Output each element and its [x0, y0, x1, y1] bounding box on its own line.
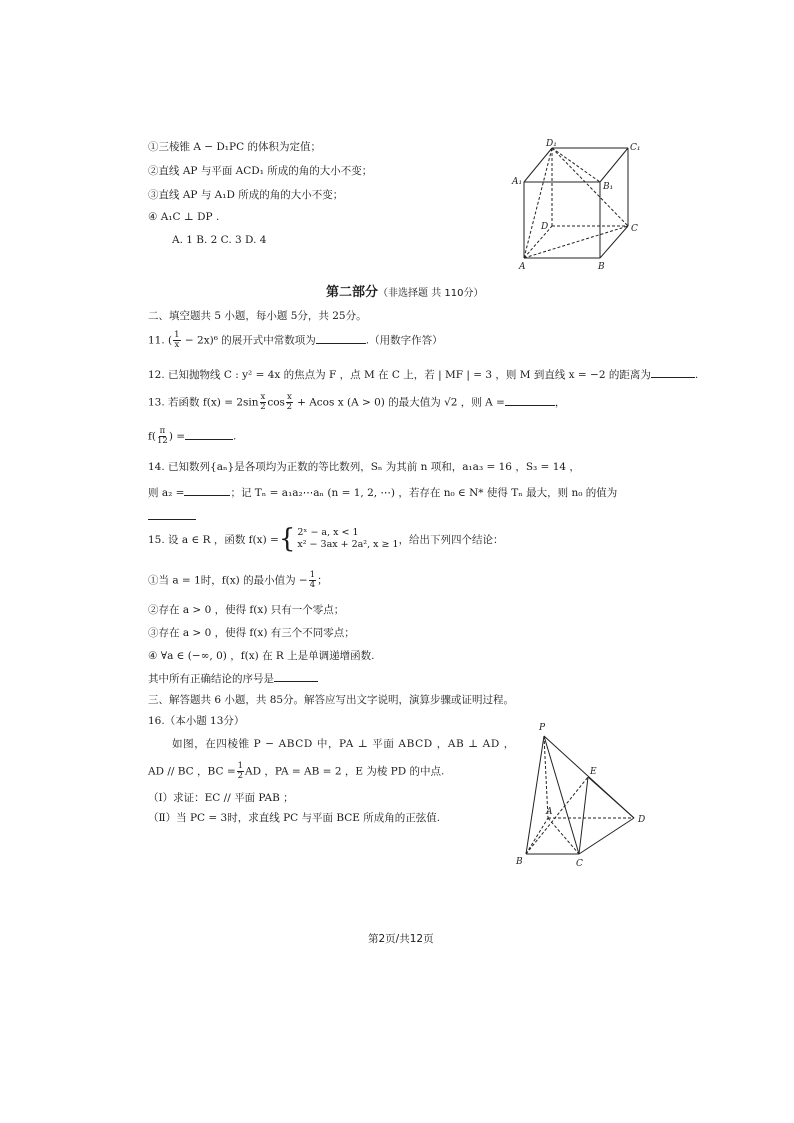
q13b-pre: f( [148, 430, 156, 443]
q13b-end: . [233, 430, 237, 443]
question-11 [148, 331, 443, 350]
q11-end: .（用数字作答） [365, 334, 443, 347]
q16-line-2 [148, 762, 444, 781]
q13-mid2: + Acos x (A > 0) 的最大值为 √2 ，则 A = [293, 396, 505, 409]
cube-label-a1: A₁ [512, 177, 523, 187]
q15-post: ，给出下列四个结论： [398, 533, 504, 546]
q16-part-1: （Ⅰ）求证：EC // 平面 PAB ； [148, 792, 294, 804]
q15-c1-den: 4 [309, 580, 316, 590]
q16-frac [237, 762, 244, 781]
q13-pre: 13. 若函数 f(x) = 2sin [148, 396, 259, 409]
q15-piecewise [279, 526, 399, 552]
answer-heading: 三、解答题共 6 小题，共 85分。解答应写出文字说明，演算步骤或证明过程。 [148, 694, 515, 706]
q15-conclusion-4: ④ ∀a ∈ (−∞, 0) ，f(x) 在 R 上是单调递增函数. [148, 650, 375, 662]
q15-conclusion-2: ②存在 a > 0 ，使得 f(x) 只有一个零点； [148, 604, 345, 616]
part-title-main: 第二部分 [326, 285, 379, 300]
q12-blank [651, 366, 695, 378]
q11-post: − 2x)⁶ 的展开式中常数项为 [181, 334, 316, 347]
q13b-num: π [159, 426, 166, 436]
statement-1: ①三棱锥 A − D₁PC 的体积为定值； [148, 141, 321, 153]
q13b-post: ) = [168, 430, 186, 443]
q11-pre: 11. ( [148, 334, 173, 347]
cube-label-c: C [631, 224, 638, 234]
q15-conclusion-3: ③存在 a > 0 ，使得 f(x) 有三个不同零点； [148, 627, 355, 639]
question-14-line-2 [148, 484, 617, 500]
question-15 [148, 526, 504, 552]
q13-blank-1 [505, 394, 555, 406]
q13-mid1: cos [267, 396, 285, 409]
q13b-den: 12 [156, 436, 168, 446]
q15-ask [148, 670, 318, 686]
part-title [326, 281, 483, 300]
q15-blank [274, 670, 318, 682]
statement-3: ③直线 AP 与 A₁D 所成的角的大小不变； [148, 189, 344, 201]
q15-case-1: 2ˣ − a, x < 1 [297, 527, 359, 538]
cube-label-d: D [541, 222, 549, 232]
q13b-frac [157, 427, 168, 446]
part-title-sub: （非选择题 共 110分） [378, 288, 484, 299]
statement-2: ②直线 AP 与平面 ACD₁ 所成的角的大小不变； [148, 165, 373, 177]
question-13 [148, 393, 565, 412]
pyramid-figure [508, 716, 658, 872]
q15-pre: 15. 设 a ∈ R ，函数 f(x) = [148, 533, 279, 546]
q11-frac [173, 331, 180, 350]
q15-c1-pre: ①当 a = 1时，f(x) 的最小值为 − [148, 574, 308, 587]
cube-label-b: B [598, 262, 605, 272]
q15-cases [297, 527, 398, 551]
cube-label-d1: D₁ [546, 139, 557, 149]
cube-label-a: A [519, 262, 526, 272]
q13-f2-num: x [286, 392, 292, 402]
q16-l2-post: AD ，PA = AB = 2 ，E 为棱 PD 的中点. [245, 765, 445, 778]
q11-frac-num: 1 [174, 330, 180, 340]
q14-l2-pre: 则 a₂ = [148, 487, 185, 499]
pyramid-label-c: C [576, 859, 583, 869]
q16-line-1: 如图，在四棱锥 P − ABCD 中，PA ⊥ 平面 ABCD ，AB ⊥ AD ， [172, 738, 515, 750]
pyramid-label-b: B [516, 857, 523, 867]
q12-end: . [694, 369, 699, 381]
cube-label-b1: B₁ [603, 182, 614, 192]
q14-blank-1 [184, 484, 230, 496]
q14-l2-post: ；记 Tₙ = a₁a₂⋯aₙ (n = 1, 2, ⋯) ，若存在 n₀ ∈ N* 使得 Tₙ 最大，则 n₀ 的值为 [230, 487, 618, 499]
q13-f2-den: 2 [286, 402, 293, 412]
q11-frac-den: x [174, 340, 180, 350]
q15-brace: { [278, 524, 296, 554]
q15-c1-frac [309, 571, 316, 590]
cube-figure [510, 136, 650, 276]
q15-c1-num: 1 [309, 570, 316, 580]
pyramid-label-d: D [638, 815, 646, 825]
q15-conclusion-1 [148, 571, 328, 590]
question-14-line-1: 14. 已知数列{aₙ}是各项均为正数的等比数列，Sₙ 为其前 n 项和，a₁a₃ = 16 ，S₃ = 14 ， [148, 461, 580, 473]
pyramid-label-a: A [546, 807, 553, 817]
q13-blank-2 [185, 428, 233, 440]
q16-frac-num: 1 [237, 761, 244, 771]
pyramid-label-e: E [590, 767, 597, 777]
q16-heading: 16.（本小题 13分） [148, 715, 245, 727]
q11-blank [316, 332, 366, 344]
q12-text: 12. 已知抛物线 C : y² = 4x 的焦点为 F ，点 M 在 C 上，若 | MF | = 3 ，则 M 到直线 x = −2 的距离为 [148, 369, 651, 381]
q16-l2-pre: AD // BC ，BC = [148, 765, 236, 778]
cube-label-c1: C₁ [630, 143, 641, 153]
fill-heading: 二、填空题共 5 小题，每小题 5分，共 25分。 [148, 310, 367, 322]
answer-options: A. 1 B. 2 C. 3 D. 4 [172, 234, 267, 246]
q14-blank-2 [148, 508, 196, 520]
q13-f1-num: x [260, 392, 266, 402]
q13-frac-2 [286, 393, 293, 412]
q13-frac-1 [260, 393, 267, 412]
q13-end: ， [554, 396, 566, 409]
statement-4: ④ A₁C ⊥ DP . [148, 211, 220, 223]
question-13-part-2 [148, 427, 236, 446]
q16-part-2: （Ⅱ）当 PC = 3时，求直线 PC 与平面 BCE 所成角的正弦值. [148, 812, 441, 824]
q16-frac-den: 2 [237, 771, 244, 781]
question-12 [148, 366, 698, 382]
q13-f1-den: 2 [260, 402, 266, 412]
page-footer: 第2页/共12页 [368, 933, 434, 945]
question-14-line-3 [148, 508, 196, 523]
q15-c1-end: ； [317, 574, 328, 587]
pyramid-label-p: P [539, 723, 546, 733]
q15-case-2: x² − 3ax + 2a², x ≥ 1 [297, 539, 399, 550]
q15-ask-text: 其中所有正确结论的序号是 [148, 673, 274, 685]
